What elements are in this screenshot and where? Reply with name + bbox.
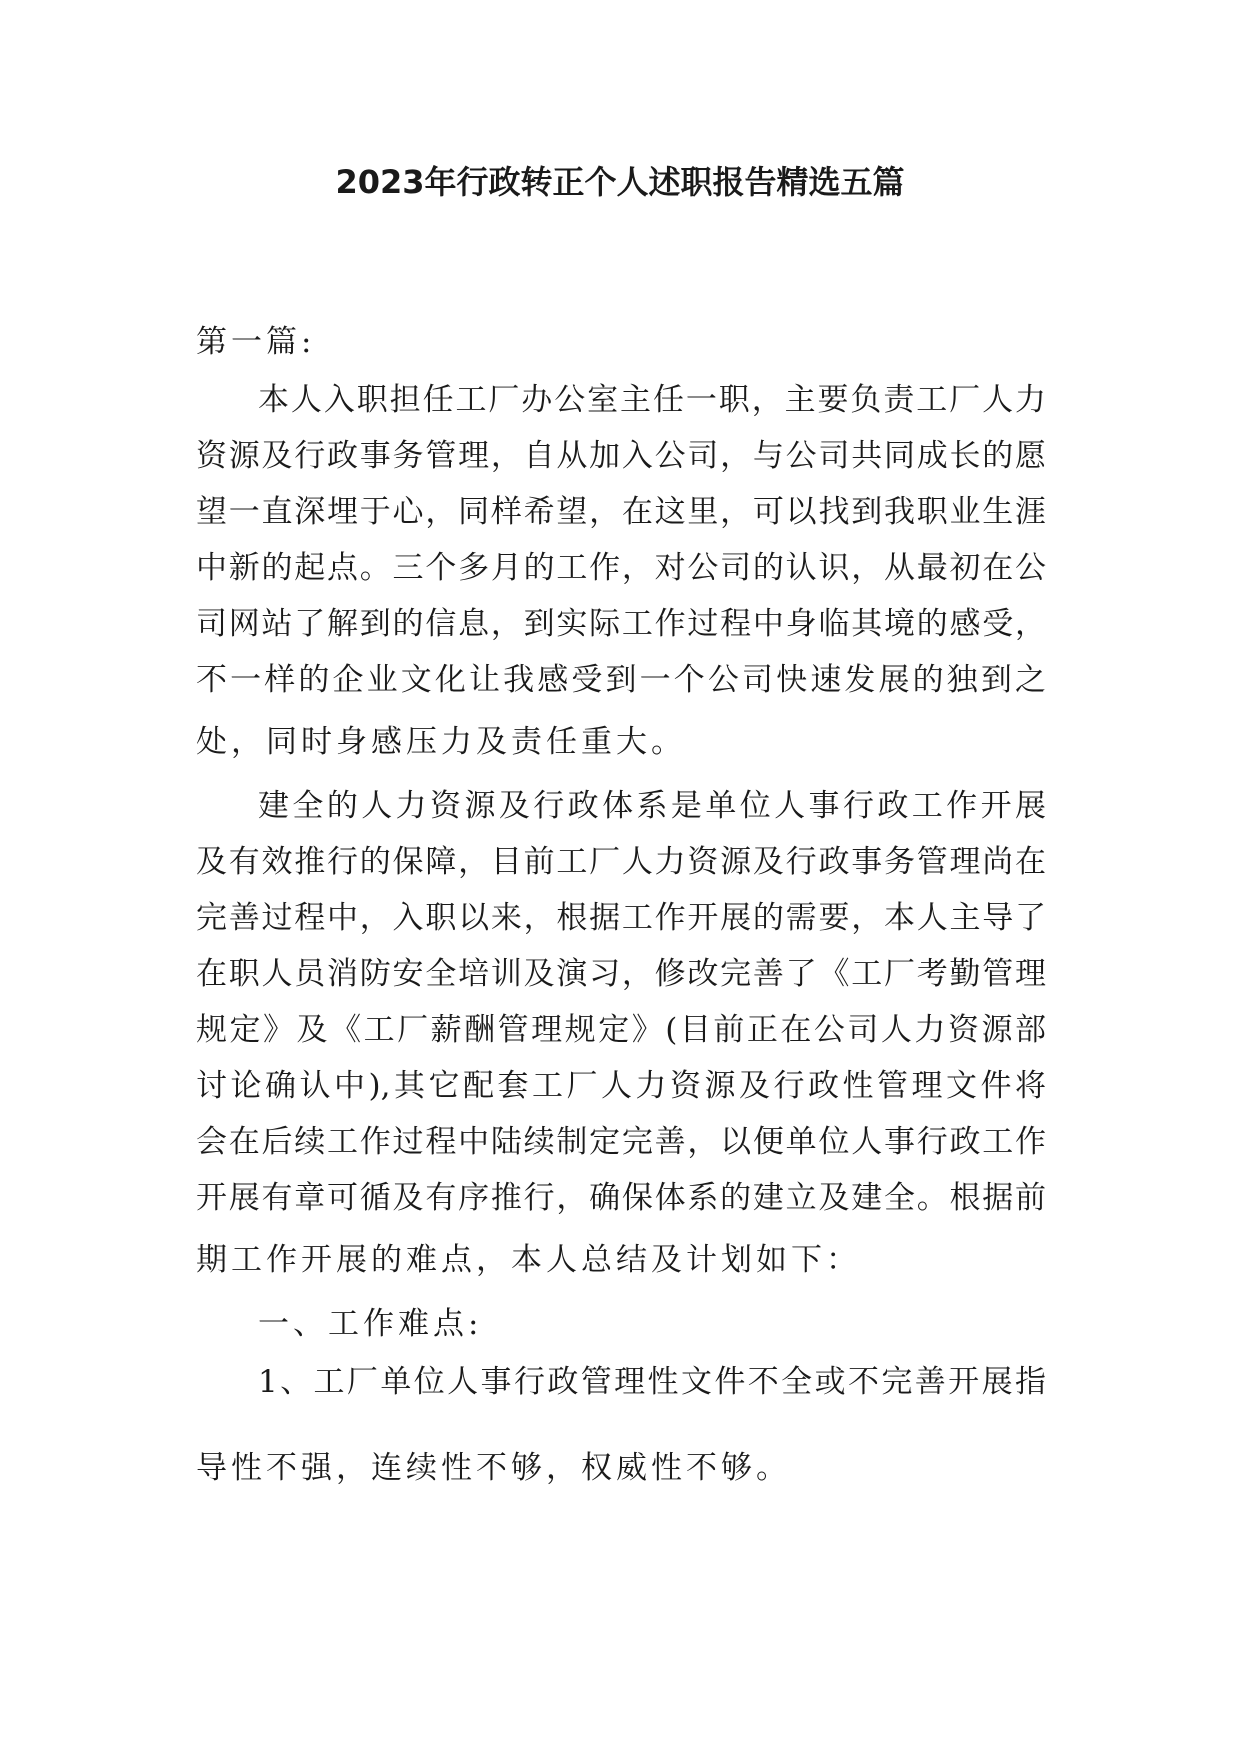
paragraph-line: 不一样的企业文化让我感受到一个公司快速发展的独到之 bbox=[196, 662, 1046, 698]
paragraph-line: 本人入职担任工厂办公室主任一职，主要负责工厂人力 bbox=[258, 382, 1046, 418]
document-title: 2023年行政转正个人述职报告精选五篇 bbox=[335, 163, 905, 201]
paragraph-line: 建全的人力资源及行政体系是单位人事行政工作开展 bbox=[258, 788, 1046, 824]
list-item-line: 1、工厂单位人事行政管理性文件不全或不完善开展指 bbox=[258, 1364, 1046, 1400]
subheading-work-difficulties: 一、工作难点: bbox=[258, 1306, 483, 1342]
paragraph-line: 在职人员消防安全培训及演习，修改完善了《工厂考勤管理 bbox=[196, 956, 1046, 992]
paragraph-line: 完善过程中，入职以来，根据工作开展的需要，本人主导了 bbox=[196, 900, 1046, 936]
list-item-line: 导性不强，连续性不够，权威性不够。 bbox=[196, 1450, 791, 1486]
paragraph-line: 讨论确认中),其它配套工厂人力资源及行政性管理文件将 bbox=[196, 1068, 1046, 1104]
paragraph-line: 开展有章可循及有序推行，确保体系的建立及建全。根据前 bbox=[196, 1180, 1046, 1216]
paragraph-line: 规定》及《工厂薪酬管理规定》(目前正在公司人力资源部 bbox=[196, 1012, 1046, 1048]
section-heading: 第一篇: bbox=[196, 324, 316, 360]
paragraph-line: 及有效推行的保障，目前工厂人力资源及行政事务管理尚在 bbox=[196, 844, 1046, 880]
paragraph-line: 会在后续工作过程中陆续制定完善，以便单位人事行政工作 bbox=[196, 1124, 1046, 1160]
paragraph-line: 资源及行政事务管理，自从加入公司，与公司共同成长的愿 bbox=[196, 438, 1046, 474]
paragraph-line: 期工作开展的难点，本人总结及计划如下： bbox=[196, 1242, 861, 1278]
paragraph-line: 处，同时身感压力及责任重大。 bbox=[196, 724, 686, 760]
paragraph-line: 中新的起点。三个多月的工作，对公司的认识，从最初在公 bbox=[196, 550, 1046, 586]
paragraph-line: 司网站了解到的信息，到实际工作过程中身临其境的感受， bbox=[196, 606, 1046, 642]
paragraph-line: 望一直深埋于心，同样希望，在这里，可以找到我职业生涯 bbox=[196, 494, 1046, 530]
